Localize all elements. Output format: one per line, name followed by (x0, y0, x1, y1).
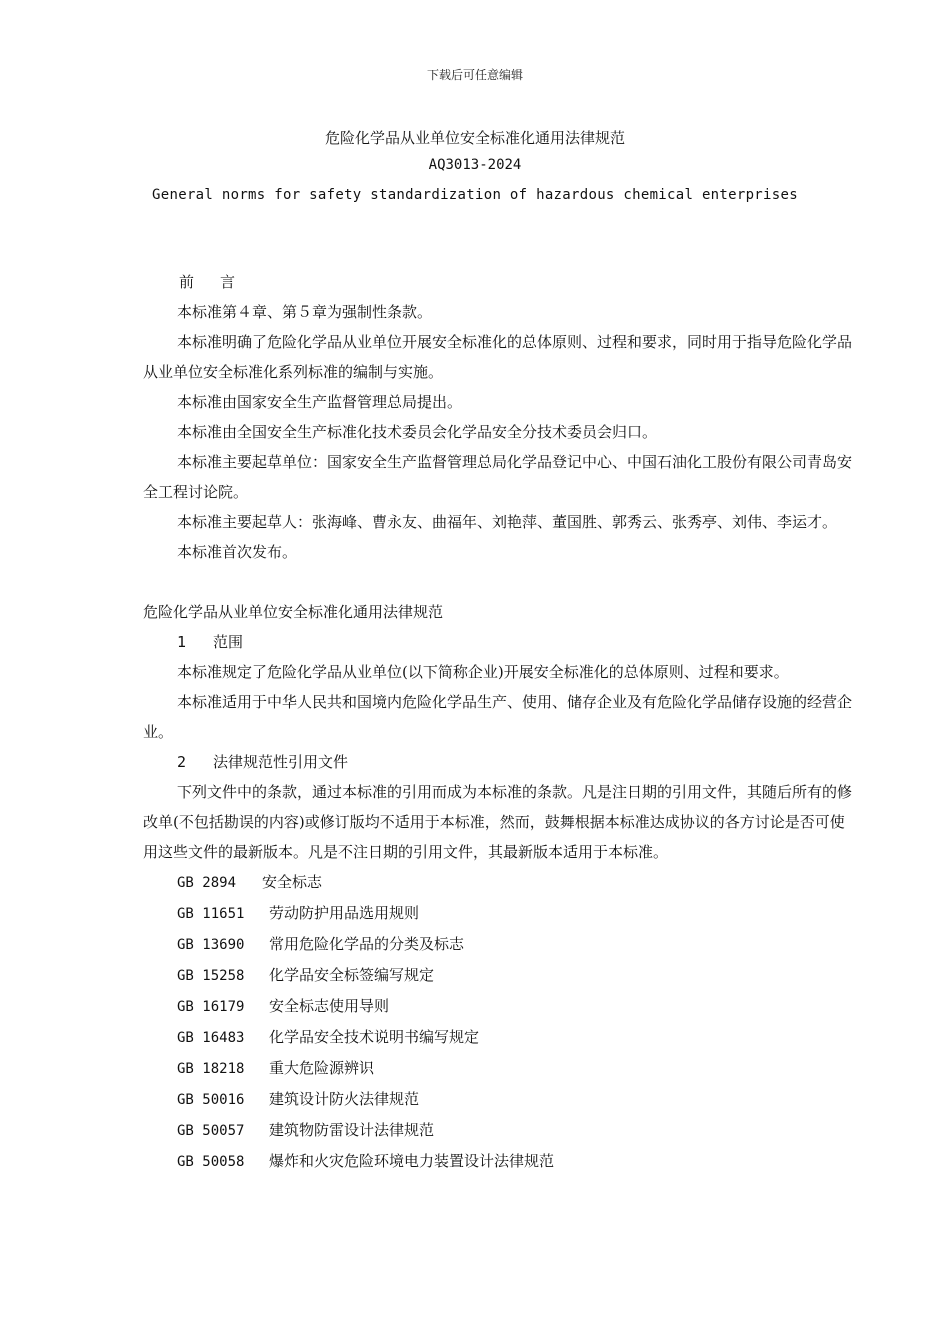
reference-item: GB 15258 化学品安全标签编写规定 (177, 966, 435, 984)
section-paragraph: 本标准规定了危险化学品从业单位(以下简称企业)开展安全标准化的总体原则、过程和要求。 (177, 663, 789, 681)
foreword-paragraph: 本标准明确了危险化学品从业单位开展安全标准化的总体原则、过程和要求，同时用于指导危险化学品从业单位安全标准化系列标准的编制与实施。 (143, 333, 853, 381)
document-body (143, 267, 855, 1177)
foreword-paragraph: 本标准主要起草人：张海峰、曹永友、曲福年、刘艳萍、董国胜、郭秀云、张秀亭、刘伟、李运才。 (177, 513, 838, 531)
foreword-heading: 前 言 (179, 273, 236, 291)
section-paragraph: 本标准适用于中华人民共和国境内危险化学品生产、使用、储存企业及有危险化学品储存设施的经营企业。 (143, 693, 853, 741)
reference-item: GB 50058 爆炸和火灾危险环境电力装置设计法律规范 (177, 1152, 555, 1170)
reference-item: GB 16179 安全标志使用导则 (177, 997, 390, 1015)
section-paragraph: 下列文件中的条款，通过本标准的引用而成为本标准的条款。凡是注日期的引用文件，其随后所有的修改单(不包括勘误的内容)或修订版均不适用于本标准，然而，鼓舞根据本标准达成协议的各方讨论是否可使用这些文件的最新版本。凡是不注日期的引用文件，其最新版本适用于本标准。 (143, 783, 853, 861)
section-heading: 1 范围 (177, 633, 244, 651)
reference-item: GB 50057 建筑物防雷设计法律规范 (177, 1121, 435, 1139)
document-title-en: General norms for safety standardization of hazardous chemical enterprises (152, 187, 798, 203)
foreword-paragraph: 本标准主要起草单位：国家安全生产监督管理总局化学品登记中心、中国石油化工股份有限公司青岛安全工程讨论院。 (143, 453, 853, 501)
foreword-paragraph: 本标准首次发布。 (177, 543, 298, 561)
main-title: 危险化学品从业单位安全标准化通用法律规范 (143, 603, 444, 621)
reference-item: GB 2894 安全标志 (177, 873, 323, 891)
reference-item: GB 16483 化学品安全技术说明书编写规定 (177, 1028, 480, 1046)
reference-item: GB 50016 建筑设计防火法律规范 (177, 1090, 420, 1108)
reference-item: GB 13690 常用危险化学品的分类及标志 (177, 935, 465, 953)
reference-item: GB 11651 劳动防护用品选用规则 (177, 904, 420, 922)
document-title-cn: 危险化学品从业单位安全标准化通用法律规范 (324, 129, 625, 147)
header-note: 下载后可任意编辑 (426, 68, 523, 82)
foreword-paragraph: 本标准由全国安全生产标准化技术委员会化学品安全分技术委员会归口。 (177, 423, 658, 441)
foreword-paragraph: 本标准第４章、第５章为强制性条款。 (177, 303, 433, 321)
section-heading: 2 法律规范性引用文件 (177, 753, 349, 771)
reference-item: GB 18218 重大危险源辨识 (177, 1059, 375, 1077)
foreword-paragraph: 本标准由国家安全生产监督管理总局提出。 (177, 393, 463, 411)
document-code: AQ3013-2024 (428, 157, 522, 173)
